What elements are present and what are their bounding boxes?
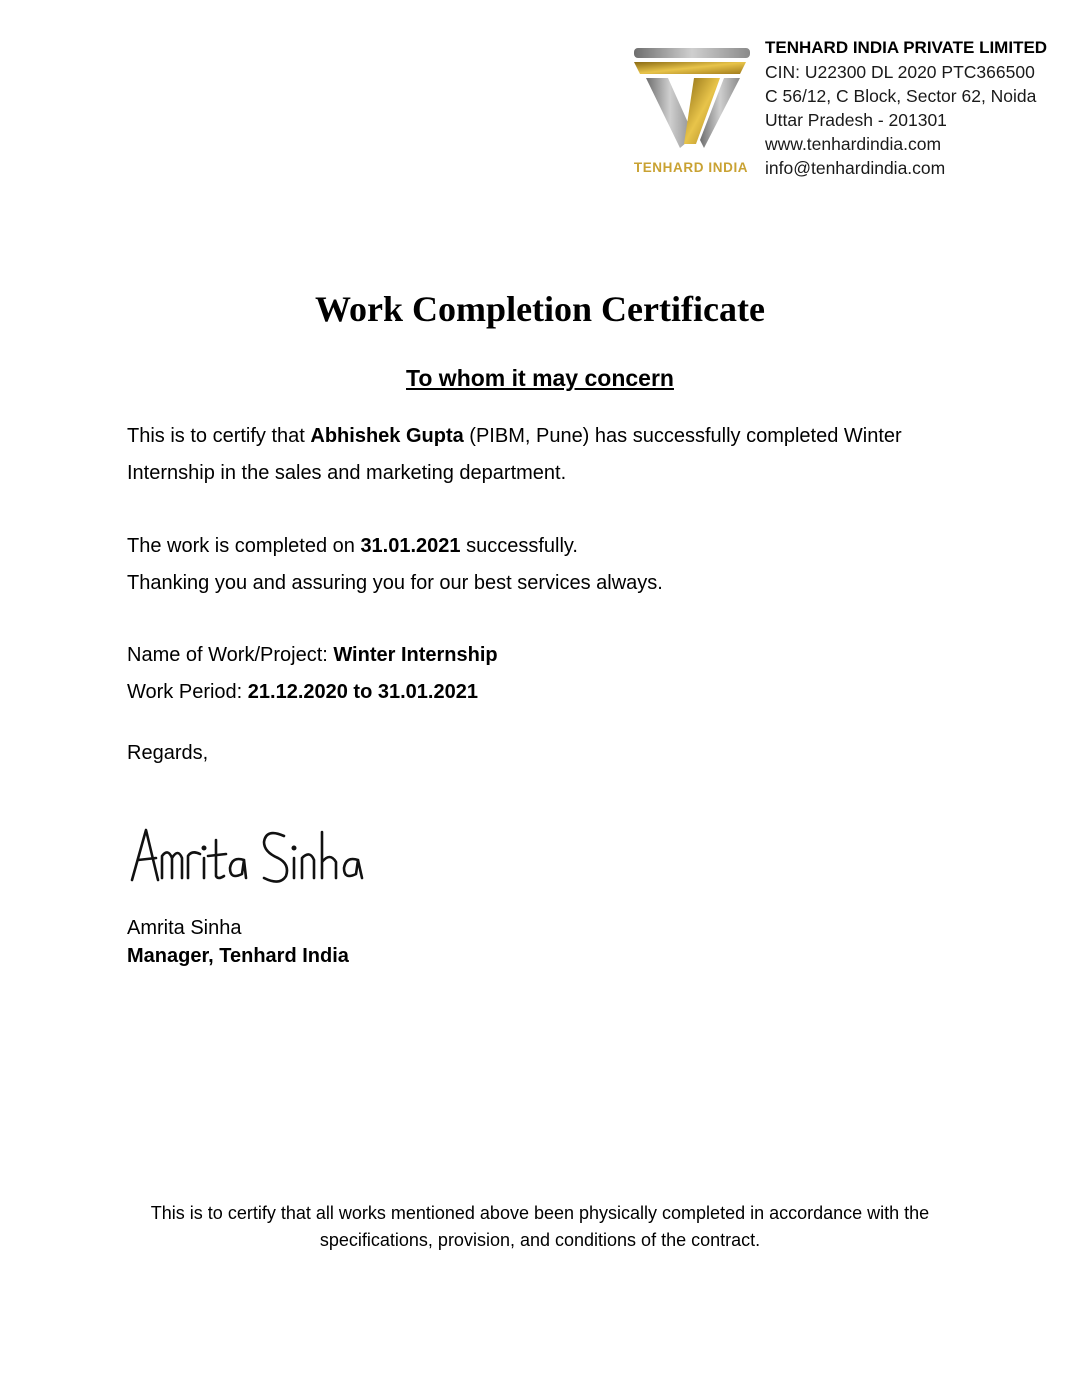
completion-paragraph [127, 528, 663, 602]
salutation: To whom it may concern [406, 365, 674, 391]
thanks-line: Thanking you and assuring you for our best services always. [127, 572, 663, 594]
certification-paragraph [127, 418, 967, 492]
company-info [765, 36, 1047, 180]
handwritten-signature-icon [124, 818, 374, 890]
completion-date: 31.01.2021 [360, 535, 461, 557]
project-label: Name of Work/Project: [127, 644, 334, 666]
signer-name: Amrita Sinha [127, 917, 242, 939]
signer-block [127, 914, 349, 970]
company-address-line1: C 56/12, C Block, Sector 62, Noida [765, 86, 1037, 106]
completion-suffix: successfully. [460, 535, 578, 557]
signer-role: Manager, Tenhard India [127, 945, 349, 967]
company-cin: CIN: U22300 DL 2020 PTC366500 [765, 62, 1035, 82]
company-address-line2: Uttar Pradesh - 201301 [765, 110, 947, 130]
regards: Regards, [127, 742, 209, 764]
company-name: TENHARD INDIA PRIVATE LIMITED [765, 38, 1048, 57]
company-logo [628, 44, 754, 180]
signature [124, 818, 374, 890]
completion-prefix: The work is completed on [127, 535, 361, 557]
work-details [127, 637, 498, 711]
intern-name: Abhishek Gupta [310, 425, 464, 447]
project-row [127, 637, 498, 674]
period-label: Work Period: [127, 681, 248, 703]
p1-prefix: This is to certify that [127, 425, 311, 447]
footer-note: This is to certify that all works mentioned above been physically completed in accordance with the specifications, provision, and conditions of the contract. [150, 1203, 930, 1250]
company-email[interactable]: info@tenhardindia.com [765, 158, 946, 178]
company-website[interactable]: www.tenhardindia.com [765, 134, 942, 154]
period-value: 21.12.2020 to 31.01.2021 [247, 681, 478, 703]
completion-line [127, 528, 663, 565]
p1-suffix: (PIBM, Pune) has successfully completed Winter Internship in the sales and marketing department. [127, 425, 902, 484]
certificate-title: Work Completion Certificate [315, 289, 765, 329]
project-value: Winter Internship [333, 644, 498, 666]
tenhard-logo-mark-icon [628, 44, 754, 156]
logo-text: TENHARD INDIA [633, 160, 749, 175]
period-row [127, 674, 498, 711]
